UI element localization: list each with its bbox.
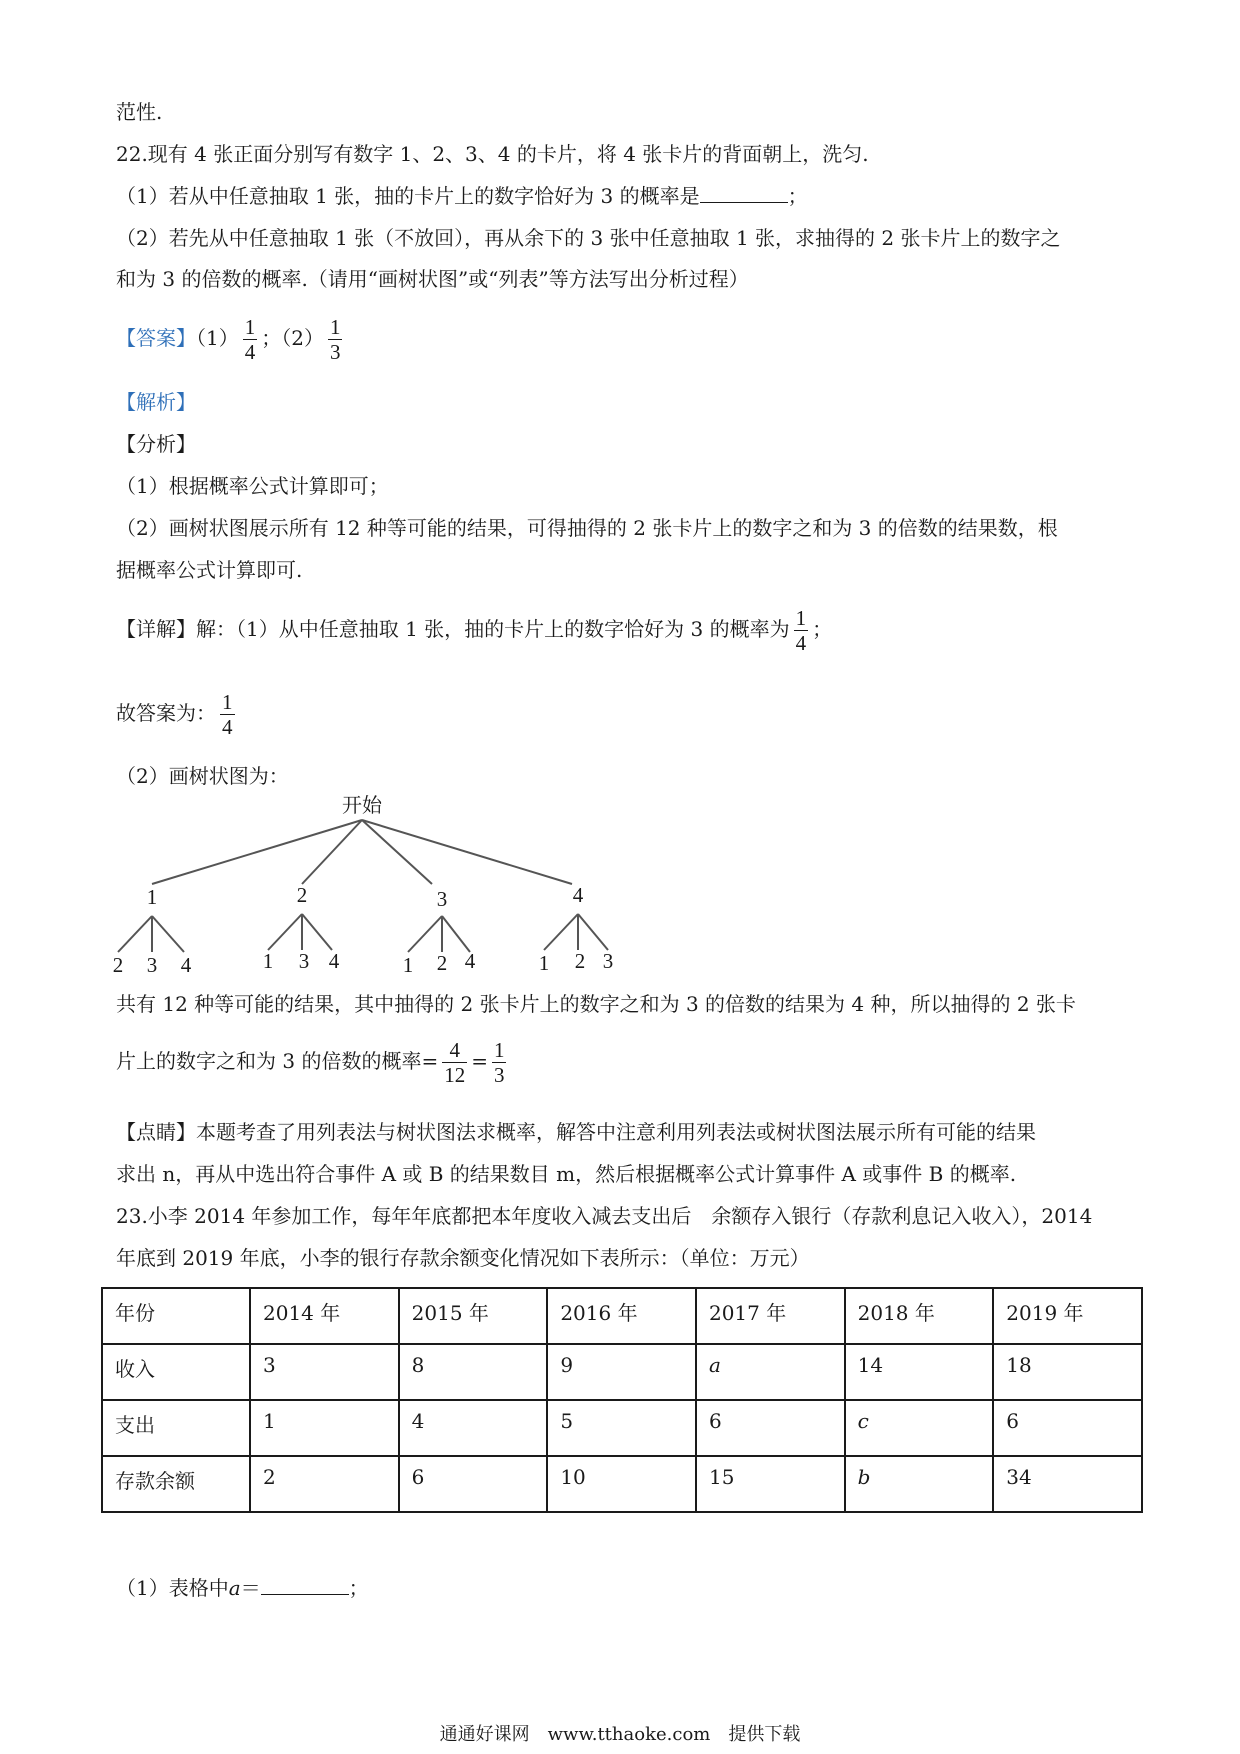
numerator: 1 — [795, 606, 807, 630]
tree-node-level2: 4 — [180, 953, 192, 977]
answer-blank — [261, 1576, 349, 1595]
question-22-stem: 22.现有 4 张正面分别写有数字 1、2、3、4 的卡片，将 4 张卡片的背面朝上，洗匀. — [116, 142, 869, 166]
text-line: 范性. — [116, 100, 163, 124]
table-cell: 6 — [993, 1400, 1142, 1456]
table-cell: 18 — [993, 1344, 1142, 1400]
dianjing-line-2: 求出 n，再从中选出符合事件 A 或 B 的结果数目 m，然后根据概率公式计算事件 A 或事件 B 的概率. — [116, 1162, 1017, 1186]
table-row — [102, 1344, 1142, 1400]
table-cell: 14 — [845, 1344, 994, 1400]
tree-edge — [152, 820, 362, 884]
tree-edge — [302, 914, 332, 950]
tree-edge — [544, 914, 578, 950]
tree-edge — [408, 916, 442, 952]
table-cell: 2019 年 — [993, 1288, 1142, 1344]
answer-fraction-1 — [243, 315, 258, 364]
numerator: 1 — [244, 315, 256, 339]
tree-node-level2: 1 — [538, 951, 550, 975]
part1-text: （1）表格中 — [116, 1576, 229, 1600]
part1-end: ； — [787, 184, 808, 208]
detail-fraction — [794, 606, 809, 655]
fenxi-tag: 【分析】 — [116, 432, 196, 456]
equals-sign: = — [471, 1049, 488, 1073]
tree-node-level2: 3 — [298, 949, 310, 973]
tree-intro: （2）画树状图为： — [116, 764, 289, 788]
analysis-line-3: 据概率公式计算即可. — [116, 558, 303, 582]
result-fraction-2 — [492, 1038, 507, 1087]
table-cell: 存款余额 — [102, 1456, 250, 1512]
table-cell: 1 — [250, 1400, 399, 1456]
question-23-line2: 年底到 2019 年底，小李的银行存款余额变化情况如下表所示：（单位：万元） — [116, 1246, 810, 1270]
table-cell: 10 — [547, 1456, 696, 1512]
page-footer: 通通好课网 www.tthaoke.com 提供下载 — [439, 1724, 801, 1745]
numerator: 1 — [493, 1038, 505, 1062]
conclusion-label: 故答案为： — [116, 701, 216, 725]
tree-node-level2: 1 — [262, 949, 274, 973]
denominator: 4 — [244, 340, 256, 364]
tree-node-level2: 4 — [464, 949, 476, 973]
answer-part1-label: （1） — [196, 326, 239, 350]
equals-sign: ＝ — [240, 1576, 261, 1600]
answer-fraction-2 — [328, 315, 343, 364]
answer-tag: 【答案】 — [116, 326, 196, 350]
table-cell: 5 — [547, 1400, 696, 1456]
table-cell: 2 — [250, 1456, 399, 1512]
tree-node-level2: 3 — [146, 953, 158, 977]
question-22-part2-line1: （2）若先从中任意抽取 1 张（不放回），再从余下的 3 张中任意抽取 1 张，求抽得的 2 张卡片上的数字之 — [116, 226, 1061, 250]
table-cell: 支出 — [102, 1400, 250, 1456]
tree-node-level1: 3 — [436, 887, 448, 911]
table-cell: 2014 年 — [250, 1288, 399, 1344]
tree-root: 开始 — [342, 793, 382, 817]
tree-edge — [578, 914, 608, 950]
question-23-part1 — [116, 1574, 369, 1602]
part1-text: （1）若从中任意抽取 1 张，抽的卡片上的数字恰好为 3 的概率是 — [116, 184, 700, 208]
table-cell: c — [845, 1400, 994, 1456]
jiexi-tag: 【解析】 — [116, 390, 196, 414]
tree-diagram — [110, 790, 650, 980]
numerator: 1 — [222, 690, 233, 714]
question-22-part1 — [116, 182, 808, 210]
dianjing-text: 本题考查了用列表法与树状图法求概率，解答中注意利用列表法或树状图法展示所有可能的结果 — [196, 1120, 1036, 1144]
tree-edge — [362, 820, 432, 884]
tree-node-level1: 2 — [296, 883, 308, 907]
analysis-line-2: （2）画树状图展示所有 12 种等可能的结果，可得抽得的 2 张卡片上的数字之和为 3 的倍数的结果数，根 — [116, 516, 1058, 540]
tree-edge — [152, 916, 184, 952]
denominator: 4 — [222, 715, 233, 739]
detail-text: 解：（1）从中任意抽取 1 张，抽的卡片上的数字恰好为 3 的概率为 — [196, 617, 790, 641]
answer-blank — [700, 184, 788, 203]
question-22-part2-line2: 和为 3 的倍数的概率.（请用“画树状图”或“列表”等方法写出分析过程） — [116, 267, 749, 291]
table-cell: 收入 — [102, 1344, 250, 1400]
result-fraction-1 — [442, 1038, 467, 1087]
variable-a: a — [228, 1576, 241, 1600]
tree-edge — [362, 820, 572, 884]
detail-line — [116, 606, 832, 655]
table-cell: 年份 — [102, 1288, 250, 1344]
table-cell: 2016 年 — [547, 1288, 696, 1344]
table-cell: b — [845, 1456, 994, 1512]
tree-node-level2: 1 — [402, 953, 414, 977]
tree-node-level1: 1 — [146, 885, 158, 909]
numerator: 4 — [442, 1038, 467, 1063]
tree-edge — [268, 914, 302, 950]
result-text: 片上的数字之和为 3 的倍数的概率= — [116, 1049, 439, 1073]
answer-line — [116, 315, 346, 364]
denominator: 12 — [444, 1063, 466, 1087]
detail-tag: 【详解】 — [116, 617, 196, 641]
result-line-2 — [116, 1038, 510, 1087]
table-row — [102, 1400, 1142, 1456]
dianjing-line-1 — [116, 1118, 1036, 1146]
tree-node-level2: 2 — [436, 951, 448, 975]
question-23-line1: 23.小李 2014 年参加工作，每年年底都把本年度收入减去支出后 余额存入银行（存款利息记入收入），2014 — [116, 1204, 1093, 1228]
tree-node-level2: 2 — [112, 953, 124, 977]
tree-edge — [118, 916, 152, 952]
table-cell: 3 — [250, 1344, 399, 1400]
table-cell: 6 — [399, 1456, 548, 1512]
conclusion-fraction — [220, 690, 235, 739]
denominator: 4 — [795, 631, 807, 655]
savings-table — [101, 1287, 1143, 1513]
table-cell: 15 — [696, 1456, 845, 1512]
answer-conclusion — [116, 690, 239, 739]
denominator: 3 — [493, 1063, 505, 1087]
tree-node-level2: 2 — [574, 949, 586, 973]
tree-node-level2: 3 — [602, 949, 614, 973]
dianjing-tag: 【点睛】 — [116, 1120, 196, 1144]
table-row — [102, 1456, 1142, 1512]
table-cell: 34 — [993, 1456, 1142, 1512]
tree-node-level2: 4 — [328, 949, 340, 973]
table-cell: 4 — [399, 1400, 548, 1456]
table-cell: 2018 年 — [845, 1288, 994, 1344]
tree-node-level1: 4 — [572, 883, 584, 907]
table-cell: 2015 年 — [399, 1288, 548, 1344]
detail-end: ； — [812, 617, 833, 641]
table-cell: 8 — [399, 1344, 548, 1400]
analysis-line-1: （1）根据概率公式计算即可； — [116, 474, 389, 498]
answer-separator: ；（2） — [261, 326, 324, 350]
numerator: 1 — [329, 315, 341, 339]
part1-end: ； — [348, 1576, 369, 1600]
tree-edge — [442, 916, 470, 952]
result-line-1: 共有 12 种等可能的结果，其中抽得的 2 张卡片上的数字之和为 3 的倍数的结果为 4 种，所以抽得的 2 张卡 — [116, 992, 1076, 1016]
table-row — [102, 1288, 1142, 1344]
table-cell: a — [696, 1344, 845, 1400]
table-cell: 9 — [547, 1344, 696, 1400]
table-cell: 6 — [696, 1400, 845, 1456]
table-cell: 2017 年 — [696, 1288, 845, 1344]
denominator: 3 — [329, 340, 341, 364]
